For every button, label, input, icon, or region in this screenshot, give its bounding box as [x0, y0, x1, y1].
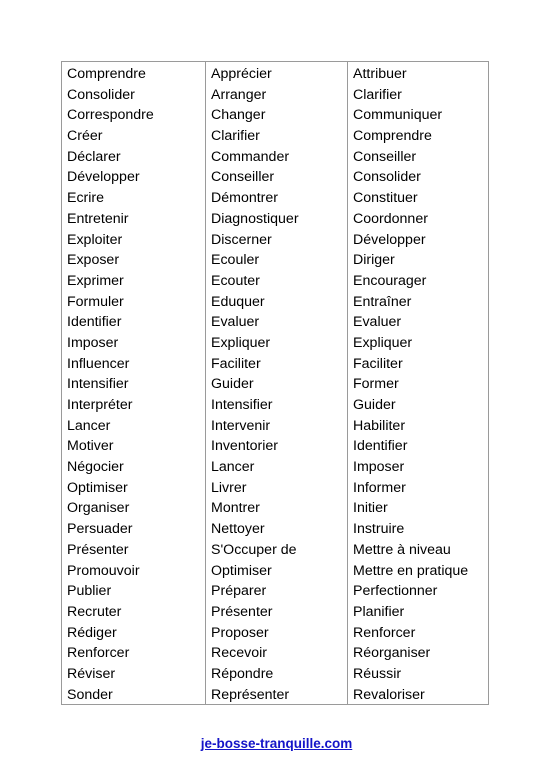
verb-cell: Arranger — [211, 86, 267, 103]
verb-cell: Discerner — [211, 231, 272, 248]
verb-cell: Créer — [67, 128, 103, 145]
verb-cell: Renforcer — [67, 645, 130, 662]
verb-cell: Présenter — [67, 541, 129, 558]
verb-cell: Motiver — [67, 438, 114, 455]
verb-cell: Entraîner — [353, 293, 412, 310]
verb-cell: Nettoyer — [211, 521, 265, 538]
verb-cell: Eduquer — [211, 293, 265, 310]
verb-cell: Conseiller — [211, 169, 275, 186]
verb-cell: Ecrire — [67, 190, 105, 207]
verb-cell: Formuler — [67, 293, 124, 310]
verb-cell: Coordonner — [353, 210, 428, 227]
verb-cell: Comprendre — [67, 66, 146, 82]
verb-cell: Recruter — [67, 603, 122, 620]
verb-cell: Planifier — [353, 603, 405, 620]
verb-cell: Renforcer — [353, 624, 416, 641]
verb-cell: Diriger — [353, 252, 395, 269]
verb-cell: Développer — [353, 231, 426, 248]
verb-cell: Influencer — [67, 355, 130, 372]
verb-cell: Préparer — [211, 583, 267, 600]
verb-cell: Sonder — [67, 686, 113, 703]
verb-cell: Réussir — [353, 665, 402, 682]
verb-column-3 — [347, 62, 488, 704]
verb-cell: Entretenir — [67, 210, 129, 227]
verb-cell: Intensifier — [67, 376, 129, 393]
verb-cell: Changer — [211, 107, 266, 124]
verb-cell: Livrer — [211, 479, 247, 496]
verb-cell: Imposer — [67, 334, 119, 351]
verb-cell: Réviser — [67, 665, 116, 682]
verb-cell: Instruire — [353, 521, 405, 538]
verb-cell: Exposer — [67, 252, 120, 269]
verb-cell: Consolider — [353, 169, 421, 186]
verb-cell: Expliquer — [353, 334, 413, 351]
verb-cell: Evaluer — [211, 314, 260, 331]
verb-cell: Clarifier — [353, 86, 402, 103]
verb-cell: Promouvoir — [67, 562, 140, 579]
verb-cell: Montrer — [211, 500, 260, 517]
verb-cell: Proposer — [211, 624, 269, 641]
verb-cell: Evaluer — [353, 314, 402, 331]
verb-cell: Guider — [211, 376, 254, 393]
verb-cell: Développer — [67, 169, 140, 186]
verb-cell: Conseiller — [353, 148, 417, 165]
verb-cell: Optimiser — [67, 479, 128, 496]
verb-cell: Former — [353, 376, 399, 393]
verb-cell: Diagnostiquer — [211, 210, 299, 227]
verb-cell: Apprécier — [211, 66, 272, 82]
verb-cell: Initier — [353, 500, 388, 517]
verb-cell: Informer — [353, 479, 406, 496]
verb-cell: Imposer — [353, 459, 405, 476]
verb-cell: Exploiter — [67, 231, 123, 248]
verb-cell: Attribuer — [353, 66, 407, 82]
verb-column-2 — [205, 62, 347, 704]
verb-cell: Guider — [353, 397, 396, 413]
verb-cell: Constituer — [353, 190, 418, 207]
verb-cell: Lancer — [211, 459, 255, 476]
verb-cell: Clarifier — [211, 128, 260, 145]
verb-cell: S'Occuper de — [211, 541, 297, 558]
verb-table — [61, 61, 489, 705]
verb-cell: Démontrer — [211, 190, 279, 207]
verb-cell: Communiquer — [353, 107, 443, 124]
verb-cell: Perfectionner — [353, 583, 438, 600]
verb-cell: Mettre en pratique — [353, 562, 469, 579]
verb-cell: Expliquer — [211, 334, 271, 351]
verb-cell: Commander — [211, 148, 290, 165]
verb-cell: Lancer — [67, 417, 111, 434]
verb-cell: Mettre à niveau — [353, 541, 451, 558]
verb-cell: Consolider — [67, 86, 135, 103]
verb-cell: Présenter — [211, 603, 273, 620]
verb-cell: Ecouler — [211, 252, 260, 269]
site-link[interactable]: je-bosse-tranquille.com — [200, 736, 353, 751]
verb-cell: Revaloriser — [353, 686, 425, 703]
verb-cell: Répondre — [211, 665, 274, 682]
verb-cell: Négocier — [67, 459, 124, 476]
verb-cell: Identifier — [353, 438, 408, 455]
verb-cell: Organiser — [67, 500, 130, 517]
verb-cell: Représenter — [211, 686, 290, 703]
verb-cell: Correspondre — [67, 107, 154, 124]
verb-cell: Ecouter — [211, 272, 260, 289]
verb-cell: Faciliter — [211, 355, 261, 372]
verb-cell: Identifier — [67, 314, 122, 331]
verb-cell: Réorganiser — [353, 645, 431, 662]
verb-cell: Persuader — [67, 521, 133, 538]
verb-cell: Encourager — [353, 272, 427, 289]
verb-cell: Faciliter — [353, 355, 403, 372]
verb-cell: Comprendre — [353, 128, 432, 145]
verb-cell: Intervenir — [211, 417, 271, 434]
verb-cell: Interpréter — [67, 397, 133, 413]
verb-cell: Rédiger — [67, 624, 117, 641]
verb-cell: Recevoir — [211, 645, 267, 662]
verb-cell: Habiliter — [353, 417, 406, 434]
verb-cell: Inventorier — [211, 438, 279, 455]
verb-cell: Optimiser — [211, 562, 272, 579]
verb-cell: Intensifier — [211, 397, 273, 413]
verb-cell: Publier — [67, 583, 112, 600]
verb-cell: Déclarer — [67, 148, 121, 165]
verb-cell: Exprimer — [67, 272, 124, 289]
verb-column-1 — [62, 62, 205, 704]
